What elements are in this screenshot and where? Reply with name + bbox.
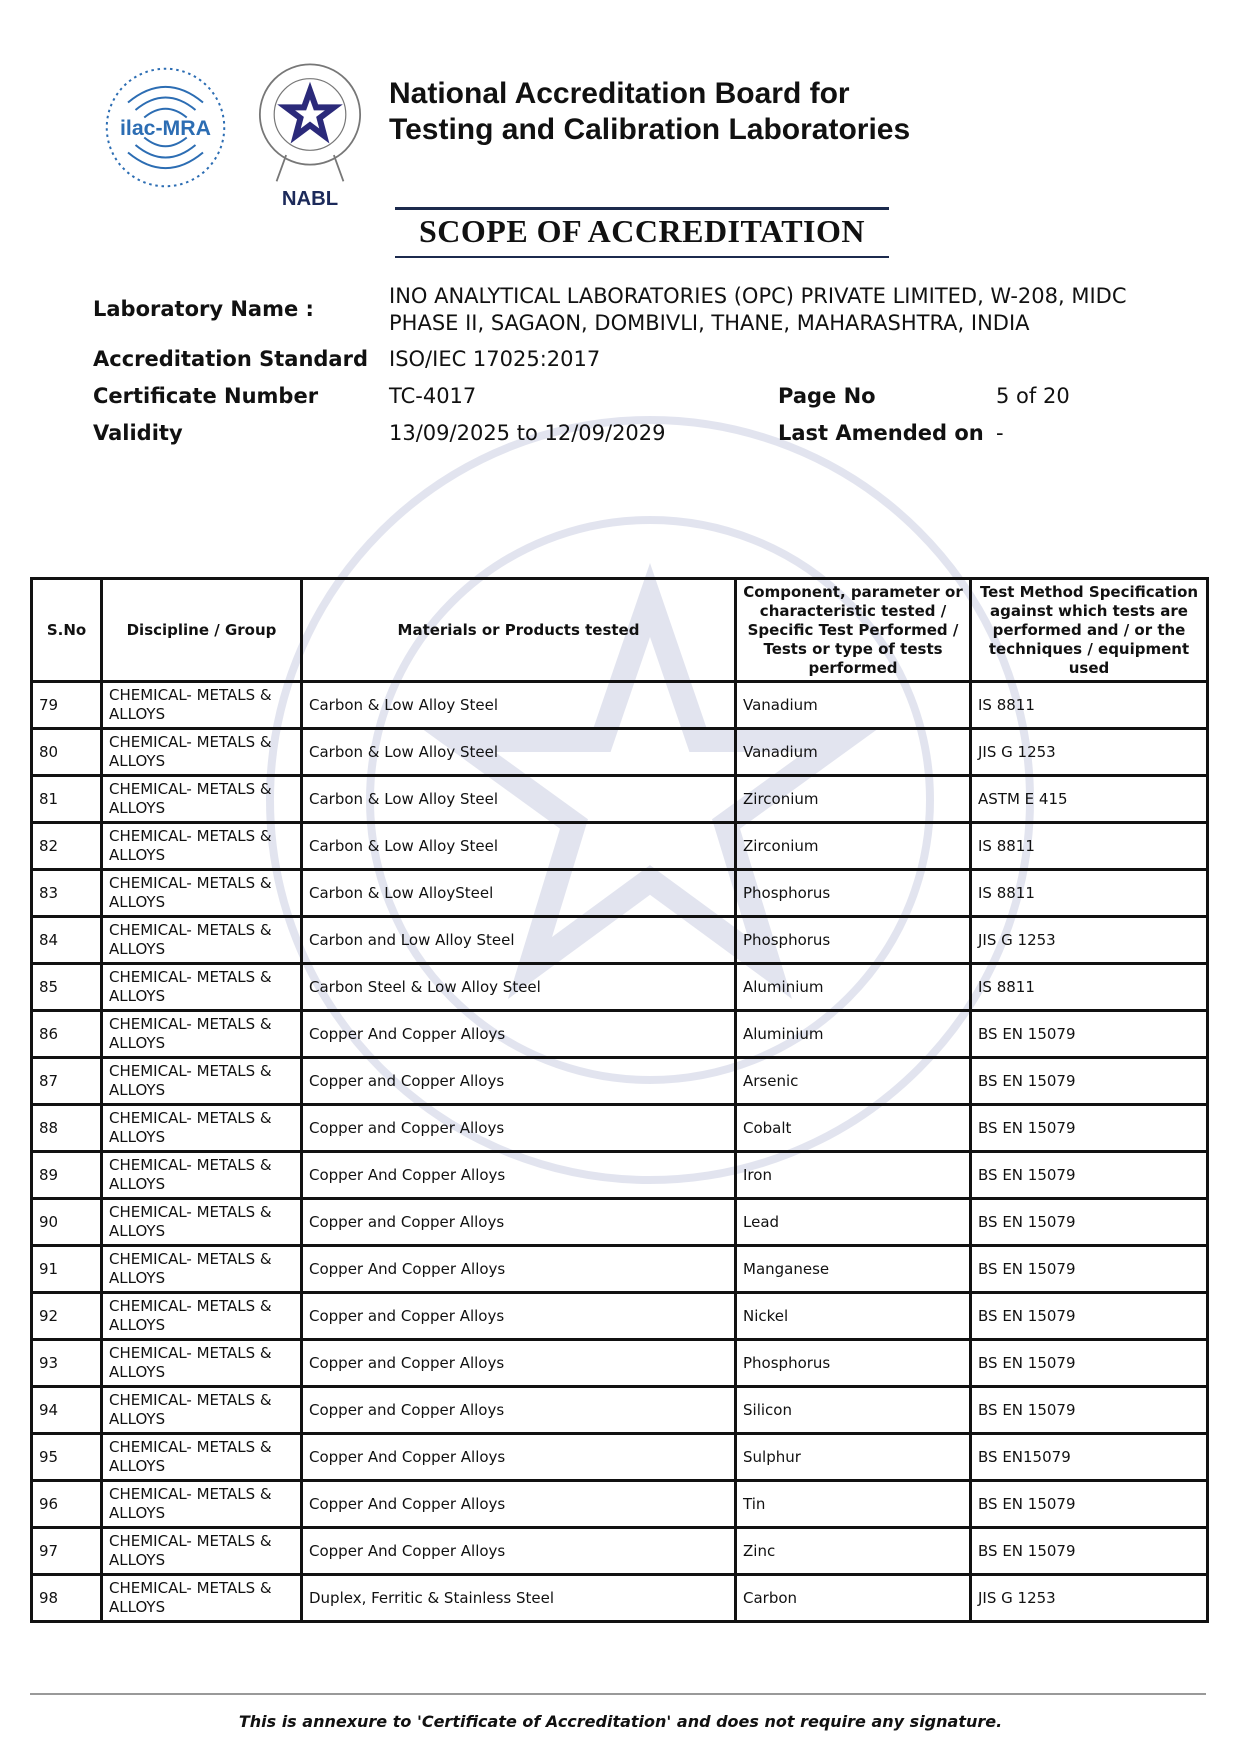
cell-discipline: CHEMICAL- METALS & ALLOYS [102, 1528, 302, 1575]
footer-divider [30, 1693, 1206, 1695]
cell-sno: 83 [32, 870, 102, 917]
cell-discipline: CHEMICAL- METALS & ALLOYS [102, 1293, 302, 1340]
cell-discipline: CHEMICAL- METALS & ALLOYS [102, 870, 302, 917]
cell-discipline: CHEMICAL- METALS & ALLOYS [102, 1011, 302, 1058]
cell-materials: Copper and Copper Alloys [302, 1387, 736, 1434]
cell-component: Zirconium [736, 823, 971, 870]
cell-test-method: BS EN 15079 [971, 1340, 1208, 1387]
cell-test-method: JIS G 1253 [971, 917, 1208, 964]
cell-materials: Copper and Copper Alloys [302, 1058, 736, 1105]
cell-test-method: BS EN 15079 [971, 1387, 1208, 1434]
cell-test-method: ASTM E 415 [971, 776, 1208, 823]
cell-component: Nickel [736, 1293, 971, 1340]
svg-text:NABL: NABL [281, 188, 339, 210]
cell-materials: Copper And Copper Alloys [302, 1434, 736, 1481]
cell-materials: Copper And Copper Alloys [302, 1011, 736, 1058]
table-row [32, 1387, 1208, 1434]
lab-name-label: Laboratory Name : [93, 297, 314, 321]
cell-discipline: CHEMICAL- METALS & ALLOYS [102, 1340, 302, 1387]
header-materials: Materials or Products tested [302, 579, 736, 682]
cell-test-method: BS EN 15079 [971, 1058, 1208, 1105]
cell-sno: 85 [32, 964, 102, 1011]
cell-test-method: BS EN 15079 [971, 1293, 1208, 1340]
table-row [32, 1246, 1208, 1293]
cell-discipline: CHEMICAL- METALS & ALLOYS [102, 917, 302, 964]
table-row [32, 1434, 1208, 1481]
cell-component: Zirconium [736, 776, 971, 823]
cell-materials: Carbon & Low AlloySteel [302, 870, 736, 917]
cell-test-method: IS 8811 [971, 823, 1208, 870]
table-row [32, 1481, 1208, 1528]
cell-sno: 81 [32, 776, 102, 823]
title-rule-bottom [395, 256, 889, 258]
cell-discipline: CHEMICAL- METALS & ALLOYS [102, 1434, 302, 1481]
cell-component: Iron [736, 1152, 971, 1199]
cell-sno: 91 [32, 1246, 102, 1293]
cell-discipline: CHEMICAL- METALS & ALLOYS [102, 1105, 302, 1152]
org-title-line-2: Testing and Calibration Laboratories [389, 113, 911, 146]
cell-discipline: CHEMICAL- METALS & ALLOYS [102, 1058, 302, 1105]
cell-discipline: CHEMICAL- METALS & ALLOYS [102, 1152, 302, 1199]
table-row [32, 682, 1208, 729]
cell-sno: 86 [32, 1011, 102, 1058]
table-row [32, 776, 1208, 823]
table-row [32, 729, 1208, 776]
cell-component: Carbon [736, 1575, 971, 1622]
table-row [32, 1199, 1208, 1246]
cell-discipline: CHEMICAL- METALS & ALLOYS [102, 729, 302, 776]
standard-label: Accreditation Standard [93, 347, 368, 371]
cell-discipline: CHEMICAL- METALS & ALLOYS [102, 1199, 302, 1246]
cell-sno: 98 [32, 1575, 102, 1622]
cell-test-method: BS EN 15079 [971, 1105, 1208, 1152]
table-row [32, 823, 1208, 870]
page-no-value: 5 of 20 [996, 384, 1070, 408]
page-no-label: Page No [778, 384, 876, 408]
cell-sno: 80 [32, 729, 102, 776]
org-title-line-1: National Accreditation Board for [389, 77, 850, 110]
cell-sno: 95 [32, 1434, 102, 1481]
cell-materials: Carbon and Low Alloy Steel [302, 917, 736, 964]
cell-discipline: CHEMICAL- METALS & ALLOYS [102, 823, 302, 870]
cell-test-method: JIS G 1253 [971, 729, 1208, 776]
cell-component: Lead [736, 1199, 971, 1246]
cell-sno: 94 [32, 1387, 102, 1434]
cell-discipline: CHEMICAL- METALS & ALLOYS [102, 776, 302, 823]
cell-materials: Copper and Copper Alloys [302, 1340, 736, 1387]
table-row [32, 1293, 1208, 1340]
cell-test-method: BS EN15079 [971, 1434, 1208, 1481]
cell-discipline: CHEMICAL- METALS & ALLOYS [102, 682, 302, 729]
cell-test-method: BS EN 15079 [971, 1481, 1208, 1528]
cell-test-method: BS EN 15079 [971, 1199, 1208, 1246]
org-title [389, 76, 910, 148]
scope-table [30, 577, 1209, 1623]
footer-note: This is annexure to 'Certificate of Accreditation' and does not require any signature. [238, 1712, 1003, 1731]
table-row [32, 1340, 1208, 1387]
cell-sno: 97 [32, 1528, 102, 1575]
cell-discipline: CHEMICAL- METALS & ALLOYS [102, 1575, 302, 1622]
ilac-mra-logo-icon [103, 65, 228, 190]
validity-value: 13/09/2025 to 12/09/2029 [389, 421, 666, 445]
header-component: Component, parameter or characteristic tested / Specific Test Performed / Tests or type of tests performed [736, 579, 971, 682]
cell-materials: Copper and Copper Alloys [302, 1105, 736, 1152]
table-header-row [32, 579, 1208, 682]
svg-text:ilac-MRA: ilac-MRA [120, 116, 211, 140]
cell-component: Tin [736, 1481, 971, 1528]
cell-sno: 88 [32, 1105, 102, 1152]
table-row [32, 870, 1208, 917]
table-body [32, 682, 1208, 1622]
cell-discipline: CHEMICAL- METALS & ALLOYS [102, 964, 302, 1011]
table-row [32, 1152, 1208, 1199]
cell-test-method: IS 8811 [971, 682, 1208, 729]
standard-value: ISO/IEC 17025:2017 [389, 347, 601, 371]
table-row [32, 964, 1208, 1011]
cell-sno: 96 [32, 1481, 102, 1528]
header-test-method: Test Method Specification against which tests are performed and / or the techniques / equipment used [971, 579, 1208, 682]
cell-test-method: IS 8811 [971, 964, 1208, 1011]
cell-sno: 79 [32, 682, 102, 729]
cell-materials: Carbon & Low Alloy Steel [302, 682, 736, 729]
cell-materials: Copper and Copper Alloys [302, 1293, 736, 1340]
table-row [32, 1575, 1208, 1622]
certificate-value: TC-4017 [389, 384, 477, 408]
table-row [32, 1011, 1208, 1058]
table-row [32, 1058, 1208, 1105]
cell-component: Vanadium [736, 729, 971, 776]
cell-test-method: BS EN 15079 [971, 1528, 1208, 1575]
cell-materials: Copper and Copper Alloys [302, 1199, 736, 1246]
cell-sno: 87 [32, 1058, 102, 1105]
cell-materials: Carbon Steel & Low Alloy Steel [302, 964, 736, 1011]
cell-component: Zinc [736, 1528, 971, 1575]
cell-test-method: BS EN 15079 [971, 1011, 1208, 1058]
header-sno: S.No [32, 579, 102, 682]
last-amended-value: - [996, 421, 1004, 445]
cell-test-method: BS EN 15079 [971, 1152, 1208, 1199]
cell-component: Silicon [736, 1387, 971, 1434]
cell-discipline: CHEMICAL- METALS & ALLOYS [102, 1481, 302, 1528]
cell-materials: Copper And Copper Alloys [302, 1152, 736, 1199]
cell-test-method: JIS G 1253 [971, 1575, 1208, 1622]
cell-materials: Duplex, Ferritic & Stainless Steel [302, 1575, 736, 1622]
nabl-logo-icon [250, 62, 370, 210]
cell-materials: Copper And Copper Alloys [302, 1481, 736, 1528]
certificate-label: Certificate Number [93, 384, 319, 408]
validity-label: Validity [93, 421, 183, 445]
header-discipline: Discipline / Group [102, 579, 302, 682]
document-title: SCOPE OF ACCREDITATION [418, 213, 865, 249]
cell-component: Aluminium [736, 1011, 971, 1058]
cell-component: Phosphorus [736, 1340, 971, 1387]
lab-name-value: INO ANALYTICAL LABORATORIES (OPC) PRIVATE LIMITED, W-208, MIDC PHASE II, SAGAON, DOMBIVLI, THANE, MAHARASHTRA, INDIA [389, 284, 1127, 335]
cell-test-method: BS EN 15079 [971, 1246, 1208, 1293]
cell-sno: 84 [32, 917, 102, 964]
cell-sno: 93 [32, 1340, 102, 1387]
cell-discipline: CHEMICAL- METALS & ALLOYS [102, 1246, 302, 1293]
cell-sno: 89 [32, 1152, 102, 1199]
cell-component: Vanadium [736, 682, 971, 729]
cell-component: Manganese [736, 1246, 971, 1293]
cell-materials: Copper And Copper Alloys [302, 1528, 736, 1575]
cell-component: Arsenic [736, 1058, 971, 1105]
cell-discipline: CHEMICAL- METALS & ALLOYS [102, 1387, 302, 1434]
cell-materials: Copper And Copper Alloys [302, 1246, 736, 1293]
last-amended-label: Last Amended on [778, 421, 984, 445]
cell-component: Aluminium [736, 964, 971, 1011]
cell-sno: 90 [32, 1199, 102, 1246]
cell-materials: Carbon & Low Alloy Steel [302, 776, 736, 823]
cell-component: Sulphur [736, 1434, 971, 1481]
cell-sno: 92 [32, 1293, 102, 1340]
table-row [32, 1105, 1208, 1152]
table-row [32, 1528, 1208, 1575]
cell-component: Phosphorus [736, 870, 971, 917]
cell-component: Cobalt [736, 1105, 971, 1152]
table-row [32, 917, 1208, 964]
cell-sno: 82 [32, 823, 102, 870]
cell-materials: Carbon & Low Alloy Steel [302, 729, 736, 776]
title-rule-top [395, 207, 889, 210]
cell-test-method: IS 8811 [971, 870, 1208, 917]
cell-component: Phosphorus [736, 917, 971, 964]
cell-materials: Carbon & Low Alloy Steel [302, 823, 736, 870]
